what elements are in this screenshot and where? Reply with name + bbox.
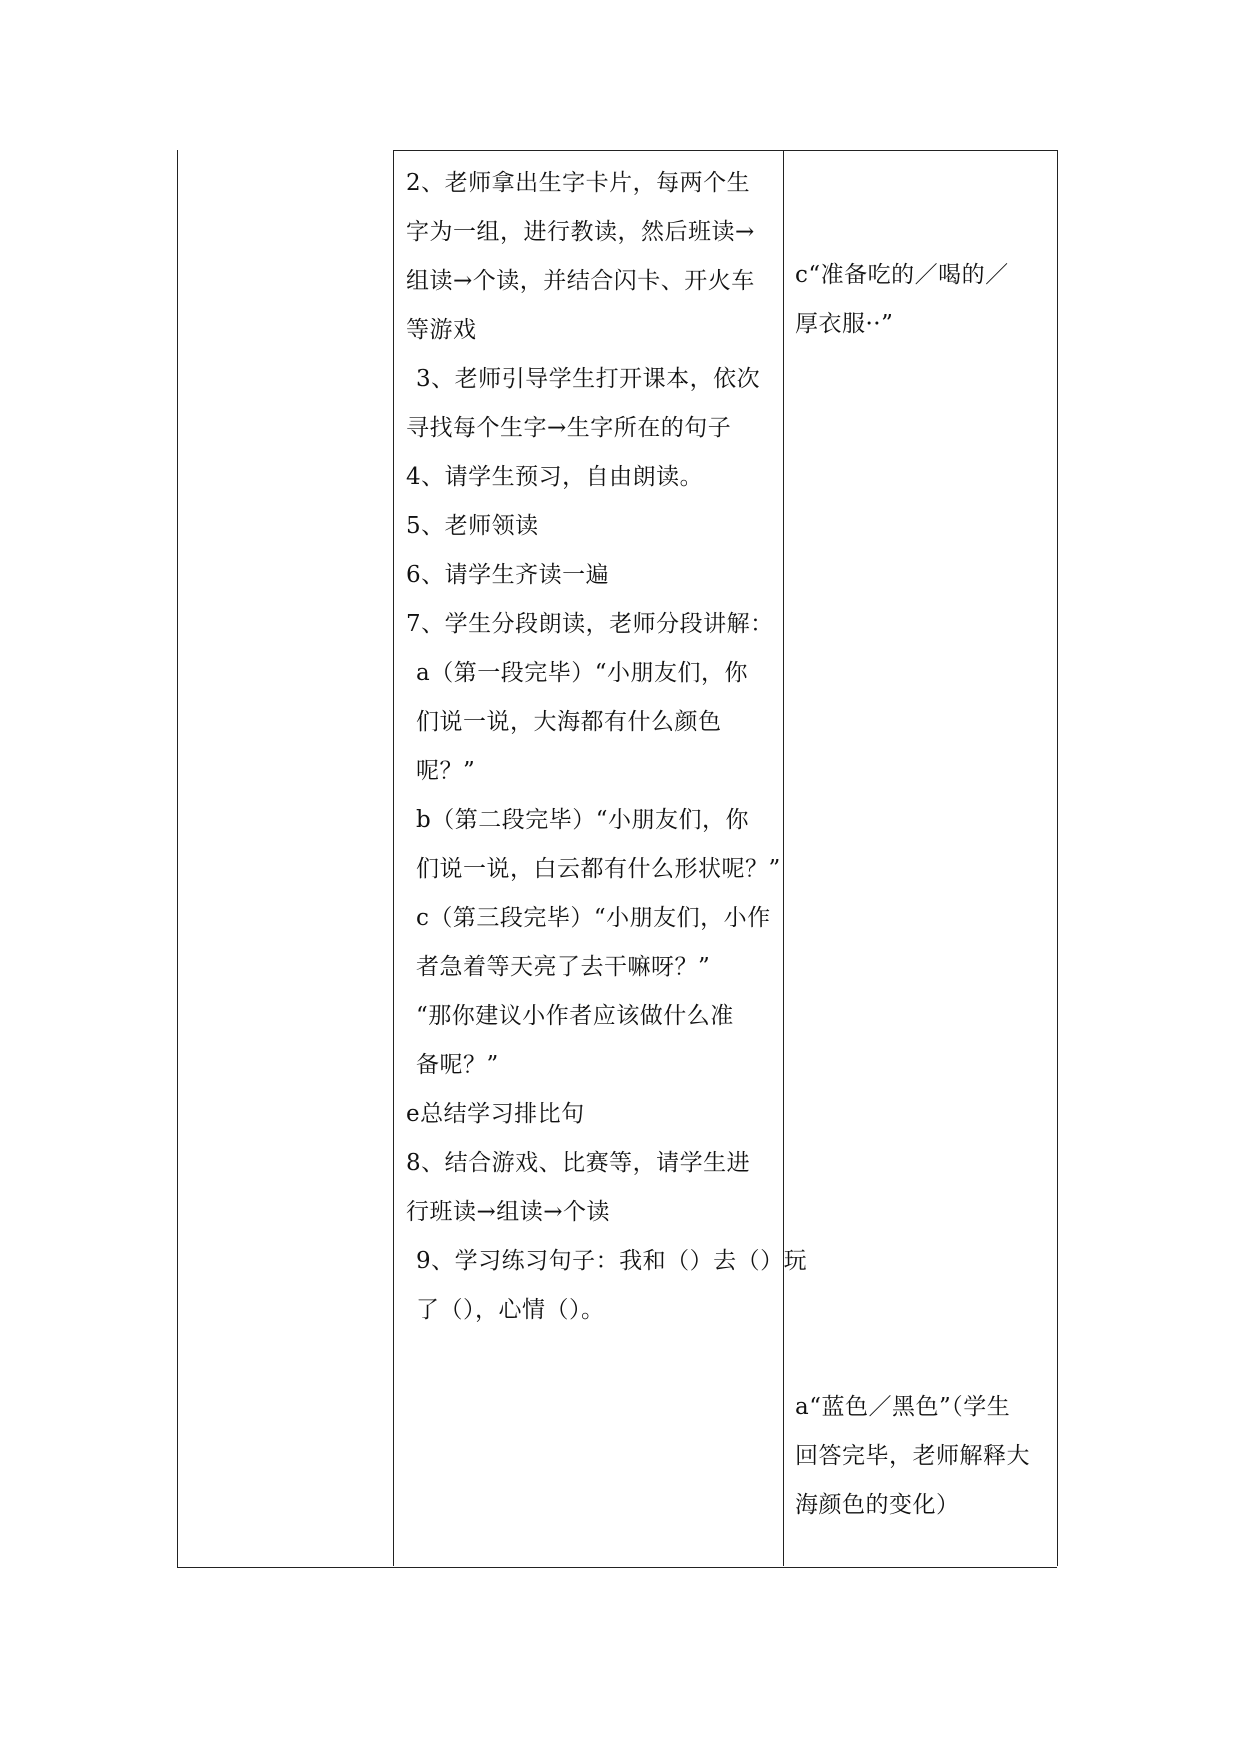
step-line: e总结学习排比句 <box>406 1101 585 1127</box>
step-line: 8、结合游戏、比赛等，请学生进 <box>406 1150 751 1176</box>
response-note-a <box>795 1383 1050 1530</box>
step-line: 9、学习练习句子：我和（）去（）玩 <box>416 1248 808 1274</box>
lesson-table <box>177 150 1057 1568</box>
note-line: 厚衣服··” <box>795 311 894 337</box>
step-line: 备呢？” <box>416 1052 499 1078</box>
step-line: c（第三段完毕）“小朋友们，小作 <box>416 905 771 931</box>
teaching-steps-cell <box>393 150 808 1566</box>
step-line: 组读→个读，并结合闪卡、开火车 <box>406 268 755 294</box>
step-line: “那你建议小作者应该做什么准 <box>416 1003 734 1029</box>
note-line: 海颜色的变化） <box>795 1492 960 1518</box>
step-line: 行班读→组读→个读 <box>406 1199 611 1225</box>
step-line: 们说一说，大海都有什么颜色 <box>416 709 722 735</box>
step-line: 7、学生分段朗读，老师分段讲解： <box>406 611 774 637</box>
step-line: 们说一说，白云都有什么形状呢？” <box>416 856 781 882</box>
step-line: 者急着等天亮了去干嘛呀？” <box>416 954 711 980</box>
step-line: 了（），心情（）。 <box>416 1297 605 1323</box>
response-note-c <box>795 251 1050 349</box>
step-line: a（第一段完毕）“小朋友们，你 <box>416 660 748 686</box>
step-line: 寻找每个生字→生字所在的句子 <box>406 415 732 441</box>
step-line: 3、老师引导学生打开课本，依次 <box>416 366 761 392</box>
student-response-cell <box>783 150 1058 1566</box>
teaching-steps-text <box>406 159 808 1335</box>
step-line: 4、请学生预习，自由朗读。 <box>406 464 704 490</box>
step-line: b（第二段完毕）“小朋友们，你 <box>416 807 749 833</box>
step-line: 等游戏 <box>406 317 477 343</box>
note-line: c“准备吃的／喝的／ <box>795 262 1009 288</box>
step-line: 呢？” <box>416 758 476 784</box>
note-line: a“蓝色／黑色”（学生 <box>795 1394 1011 1420</box>
step-line: 2、老师拿出生字卡片，每两个生 <box>406 170 751 196</box>
step-line: 5、老师领读 <box>406 513 539 539</box>
step-line: 字为一组，进行教读，然后班读→ <box>406 219 755 245</box>
note-line: 回答完毕，老师解释大 <box>795 1443 1030 1469</box>
step-line: 6、请学生齐读一遍 <box>406 562 610 588</box>
